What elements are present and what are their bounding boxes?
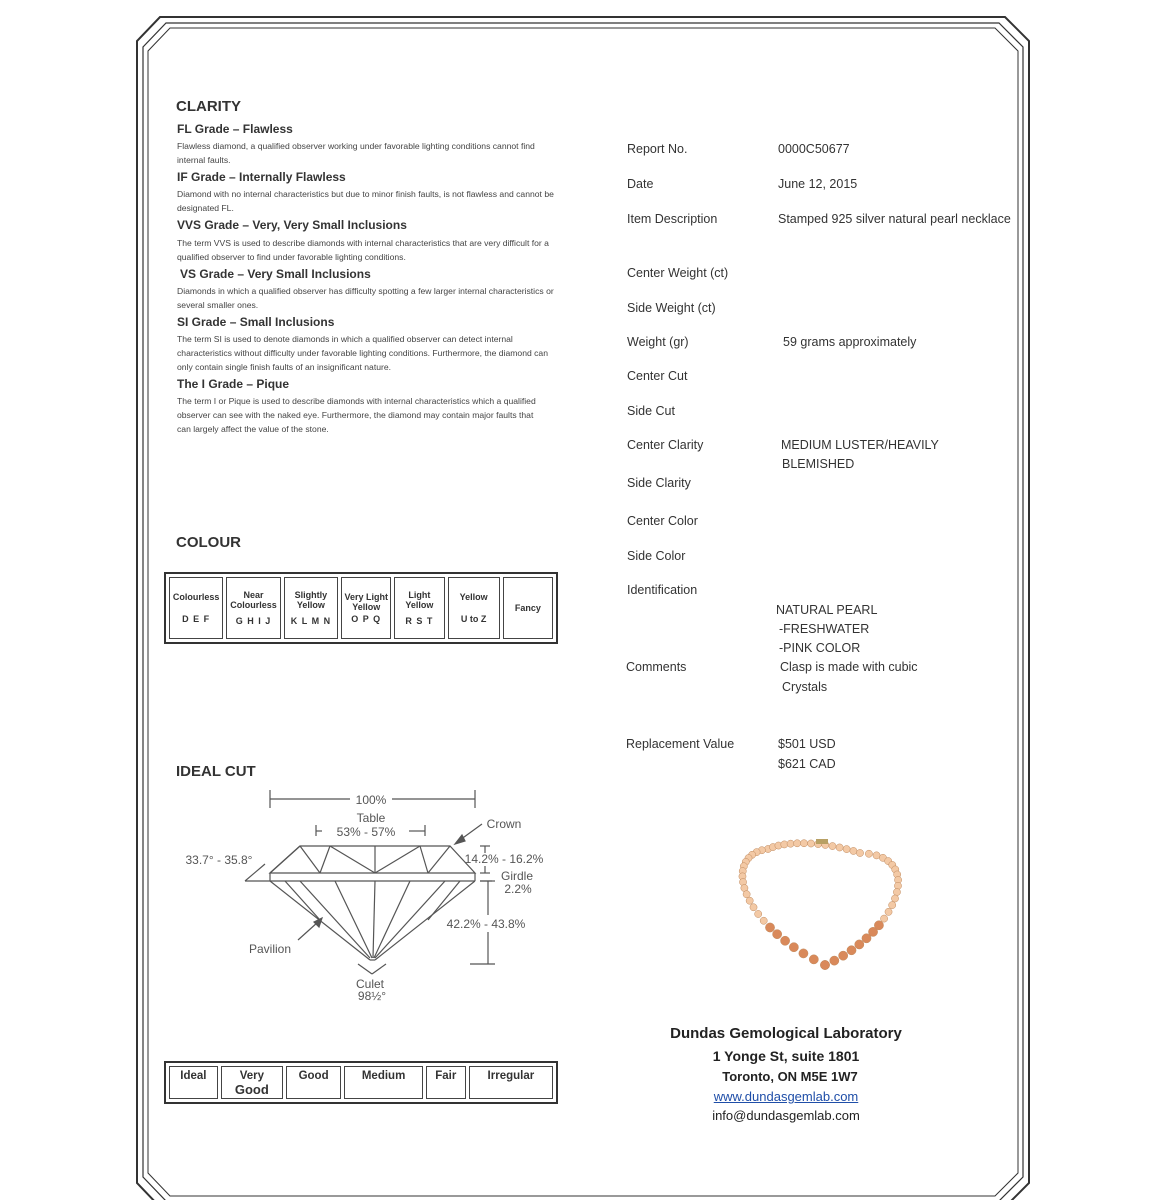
pearl-bead (807, 840, 814, 847)
identification-value: NATURAL PEARL (776, 603, 878, 617)
pearl-bead (755, 910, 762, 917)
pearl-bead (800, 840, 807, 847)
report-no-value: 0000C50677 (778, 142, 850, 156)
diagram-crown-height: 14.2% - 16.2% (464, 852, 544, 866)
clarity-grade-heading: IF Grade – Internally Flawless (177, 170, 346, 184)
center-color-label: Center Color (627, 514, 698, 528)
clarity-grade-heading: VVS Grade – Very, Very Small Inclusions (177, 218, 407, 232)
comments-value-line2: Crystals (782, 680, 828, 694)
lab-website-link[interactable]: www.dundasgemlab.com (713, 1089, 859, 1104)
weight-label: Weight (gr) (627, 335, 689, 349)
pearl-bead (765, 923, 774, 932)
comments-value: Clasp is made with cubic (780, 660, 918, 674)
weight-value: 59 grams approximately (783, 335, 917, 349)
diagram-table-label: Table (356, 811, 386, 825)
pearl-bead (881, 915, 888, 922)
center-clarity-value: MEDIUM LUSTER/HEAVILY (781, 438, 939, 452)
clarity-grade-heading: FL Grade – Flawless (177, 122, 293, 136)
item-description-label: Item Description (627, 212, 718, 226)
report-no-label: Report No. (627, 142, 688, 156)
pearl-bead (847, 946, 856, 955)
pearl-bead (799, 949, 808, 958)
pearl-bead (836, 844, 843, 851)
identification-value-line2: -FRESHWATER (779, 622, 870, 636)
pearl-bead (862, 934, 871, 943)
pearl-bead (889, 902, 896, 909)
pearl-bead (750, 904, 757, 911)
colour-cell: Yellow U to Z (448, 577, 500, 639)
diagram-culet-label: Culet (355, 977, 385, 991)
date-label: Date (627, 177, 654, 191)
pearl-bead (789, 943, 798, 952)
cut-grade-cell: Ideal (169, 1066, 218, 1099)
colour-cell: Light Yellow R S T (394, 577, 444, 639)
diagram-pavilion-label: Pavilion (248, 942, 292, 956)
pearl-bead (781, 936, 790, 945)
side-cut-label: Side Cut (627, 404, 675, 418)
pearl-bead (865, 850, 872, 857)
replacement-value-usd: $501 USD (778, 737, 836, 751)
necklace-clasp (816, 839, 828, 844)
pearl-bead (839, 951, 848, 960)
pearl-bead (746, 897, 753, 904)
diagram-girdle-label: Girdle (500, 869, 534, 883)
clarity-grade-heading: VS Grade – Very Small Inclusions (180, 267, 371, 281)
lab-address-line2: Toronto, ON M5E 1W7 (722, 1069, 858, 1084)
pearl-bead (855, 940, 864, 949)
colour-cell: Colourless D E F (169, 577, 223, 639)
pearl-bead (787, 840, 794, 847)
identification-label: Identification (627, 583, 698, 597)
pearl-bead (794, 840, 801, 847)
cut-grade-cell: Fair (426, 1066, 466, 1099)
pearl-bead (820, 960, 829, 969)
pearl-bead (893, 888, 900, 895)
pearl-bead (743, 891, 750, 898)
lab-name: Dundas Gemological Laboratory (670, 1025, 902, 1042)
colour-cell: Slightly Yellow K L M N (284, 577, 338, 639)
side-clarity-label: Side Clarity (627, 476, 691, 490)
pearl-bead (773, 930, 782, 939)
clarity-grade-text: Flawless diamond, a qualified observer working under favorable lighting conditions cannot find internal faults. (177, 141, 535, 165)
diagram-table-range: 53% - 57% (336, 825, 396, 839)
cut-grade-scale (164, 1061, 558, 1104)
clarity-grade-text: The term I or Pique is used to describe diamonds with internal characteristics which a qualified observer can see with the naked eye. Furthermore, the diamond may contain major faults that can largely affect the value of the stone. (177, 396, 536, 434)
pearl-bead (843, 846, 850, 853)
side-weight-label: Side Weight (ct) (627, 301, 716, 315)
diagram-culet-value: 98½° (357, 989, 387, 1003)
pearl-bead (873, 852, 880, 859)
ideal-cut-title: IDEAL CUT (176, 763, 256, 780)
colour-title: COLOUR (176, 534, 241, 551)
center-weight-label: Center Weight (ct) (627, 266, 729, 280)
clarity-grade-text: Diamonds in which a qualified observer has difficulty spotting a few larger internal characteristics or several smaller ones. (177, 286, 554, 310)
pearl-bead (891, 895, 898, 902)
clarity-grade-heading: The I Grade – Pique (177, 377, 290, 391)
lab-email[interactable]: info@dundasgemlab.com (712, 1108, 860, 1123)
date-value: June 12, 2015 (778, 177, 858, 191)
replacement-value-cad: $621 CAD (778, 757, 836, 771)
pearl-necklace-photo (720, 835, 920, 975)
comments-label: Comments (626, 660, 687, 674)
pearl-bead (809, 955, 818, 964)
side-color-label: Side Color (627, 549, 686, 563)
cut-grade-cell: Irregular (469, 1066, 553, 1099)
diagram-pavilion-depth: 42.2% - 43.8% (446, 917, 526, 931)
pearl-bead (885, 908, 892, 915)
clarity-grade-text: Diamond with no internal characteristics but due to minor finish faults, is not flawless and cannot be designated FL. (177, 189, 554, 213)
colour-cell: Fancy (503, 577, 553, 639)
pearl-bead (850, 847, 857, 854)
cut-grade-cell: Good (286, 1066, 341, 1099)
colour-cell: Near Colourless G H I J (226, 577, 280, 639)
identification-value-line3: -PINK COLOR (779, 641, 861, 655)
center-cut-label: Center Cut (627, 369, 688, 383)
diagram-crown-label: Crown (486, 817, 522, 831)
cut-grade-cell: Medium (344, 1066, 423, 1099)
pearl-bead (829, 842, 836, 849)
colour-scale (164, 572, 558, 644)
center-clarity-value-line2: BLEMISHED (782, 457, 855, 471)
diagram-girdle-value: 2.2% (504, 882, 532, 896)
diagram-width-label: 100% (355, 793, 387, 807)
pearl-bead (830, 956, 839, 965)
diamond-diagram (170, 780, 560, 1010)
clarity-grade-text: The term VVS is used to describe diamonds with internal characteristics that are very difficult for a qualified observer to find under favorable lighting conditions. (177, 238, 549, 262)
diagram-crown-angle: 33.7° - 35.8° (185, 853, 253, 867)
center-clarity-label: Center Clarity (627, 438, 704, 452)
lab-address-line1: 1 Yonge St, suite 1801 (712, 1048, 860, 1064)
clarity-grade-heading: SI Grade – Small Inclusions (177, 315, 335, 329)
colour-cell: Very Light Yellow O P Q (341, 577, 391, 639)
item-description-value: Stamped 925 silver natural pearl necklace (778, 212, 1011, 226)
cut-grade-cell: Very Good (221, 1066, 283, 1099)
replacement-value-label: Replacement Value (626, 737, 735, 751)
clarity-grade-text: The term SI is used to denote diamonds in which a qualified observer can detect internal characteristics without difficulty under favorable lighting conditions. Furthermore, the diamond can only contain single finish faults of an insignificant nature. (177, 334, 548, 372)
pearl-bead (856, 849, 863, 856)
pearl-bead (760, 917, 767, 924)
clarity-title: CLARITY (176, 98, 241, 115)
